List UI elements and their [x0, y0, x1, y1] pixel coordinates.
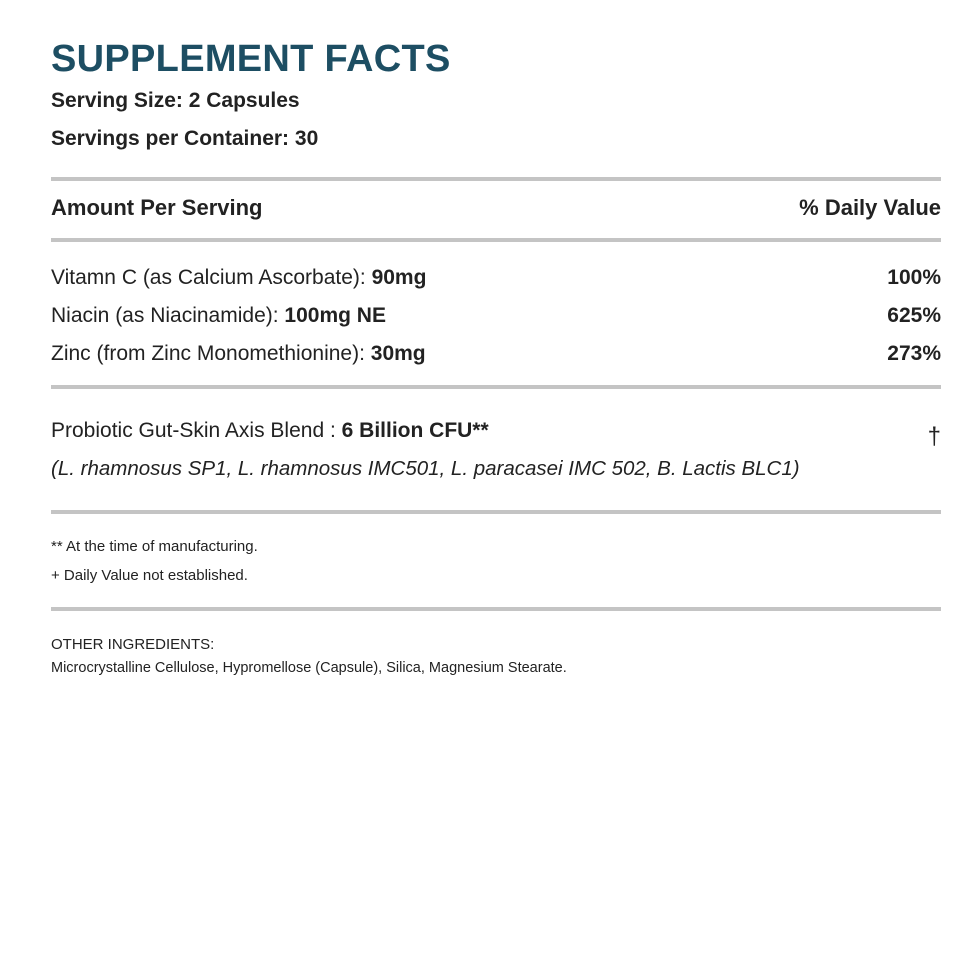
nutrient-row-niacin	[51, 304, 941, 332]
servings-per-container: Servings per Container: 30	[51, 127, 319, 150]
nutrient-name: Vitamn C (as Calcium Ascorbate): 90mg	[51, 266, 427, 289]
other-ingredients-label: OTHER INGREDIENTS:	[51, 636, 215, 653]
daily-value-header: % Daily Value	[799, 195, 941, 220]
nutrient-amount: 90mg	[371, 266, 427, 289]
other-ingredients-list: Microcrystalline Cellulose, Hypromellose (Capsule), Silica, Magnesium Stearate.	[51, 660, 567, 676]
blend-strains: (L. rhamnosus SP1, L. rhamnosus IMC501, L. paracasei IMC 502, B. Lactis BLC1)	[51, 457, 800, 480]
divider-blend	[51, 510, 941, 514]
panel-title: SUPPLEMENT FACTS	[51, 38, 451, 80]
column-header-row	[51, 195, 941, 223]
nutrient-name: Zinc (from Zinc Monomethionine): 30mg	[51, 342, 426, 365]
blend-amount: 6 Billion CFU**	[341, 419, 489, 442]
nutrient-amount: 100mg NE	[284, 304, 386, 327]
nutrient-name: Niacin (as Niacinamide): 100mg NE	[51, 304, 386, 327]
serving-size: Serving Size: 2 Capsules	[51, 89, 300, 112]
divider-nutrients	[51, 385, 941, 389]
footnote-manufacturing: ** At the time of manufacturing.	[51, 538, 258, 555]
dagger-symbol: †	[927, 423, 941, 450]
divider-header	[51, 238, 941, 242]
nutrient-daily-value: 100%	[887, 266, 941, 289]
blend-name: Probiotic Gut-Skin Axis Blend : 6 Billion CFU**	[51, 419, 489, 442]
divider-top	[51, 177, 941, 181]
amount-per-serving-header: Amount Per Serving	[51, 195, 263, 220]
probiotic-blend	[51, 419, 941, 489]
nutrient-amount: 30mg	[370, 342, 426, 365]
divider-footnotes	[51, 607, 941, 611]
nutrient-row-zinc	[51, 342, 941, 370]
nutrient-row-vitamin-c	[51, 266, 941, 294]
footnote-daily-value: + Daily Value not established.	[51, 567, 248, 584]
nutrient-daily-value: 273%	[887, 342, 941, 365]
nutrient-daily-value: 625%	[887, 304, 941, 327]
